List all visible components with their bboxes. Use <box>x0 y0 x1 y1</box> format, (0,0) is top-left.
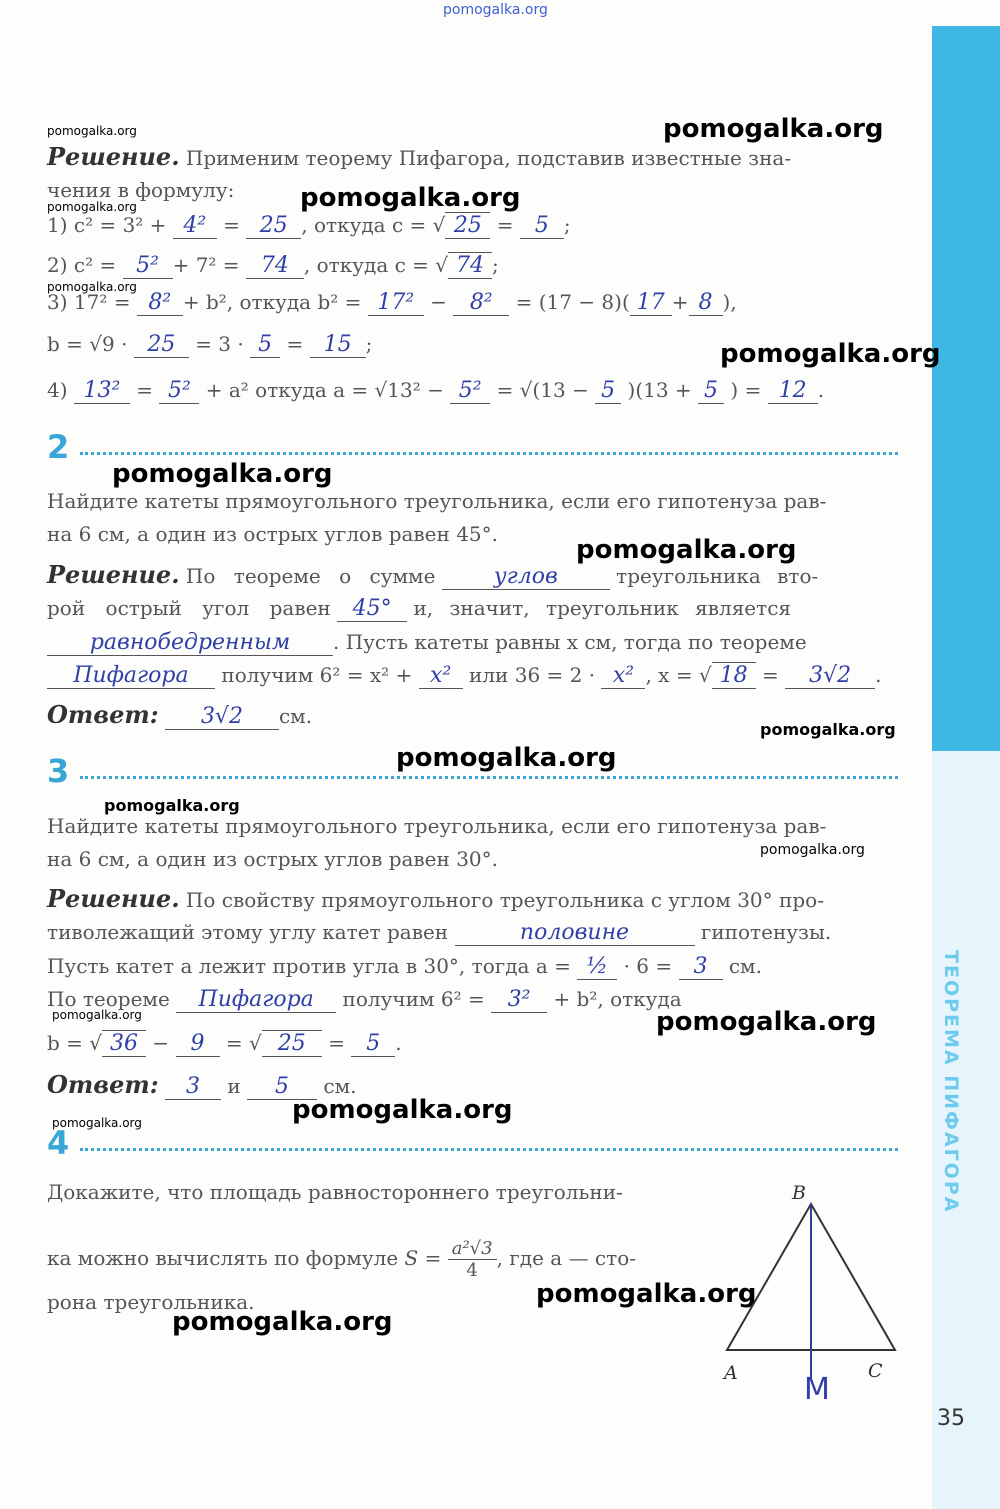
text: ; <box>365 332 373 356</box>
divider <box>80 1148 898 1151</box>
text: , где a — сто- <box>496 1246 636 1270</box>
answer-field[interactable]: 8 <box>689 290 723 316</box>
answer-field[interactable]: 8² <box>137 290 183 316</box>
text: ; <box>492 253 499 277</box>
text: см. <box>728 954 762 978</box>
text: = <box>496 213 514 237</box>
text: и <box>227 1074 241 1098</box>
text: b = √ <box>47 1031 103 1055</box>
answer-field[interactable]: 5² <box>450 378 490 404</box>
answer-field[interactable]: 5 <box>520 213 564 239</box>
task4-line3: рона треугольника. <box>47 1290 255 1314</box>
text: и, значит, треугольник является <box>413 596 792 620</box>
answer-field[interactable]: 18 <box>712 662 756 689</box>
answer-field[interactable]: Пифагора <box>47 663 215 689</box>
answer-field[interactable]: 25 <box>134 332 189 358</box>
divider <box>80 452 898 455</box>
task3-solution-line5 <box>47 1030 402 1057</box>
text: + <box>671 290 689 314</box>
watermark: pomogalka.org <box>536 1279 757 1309</box>
text: 2) c² = <box>47 253 117 277</box>
text: 4) <box>47 378 68 402</box>
answer-field[interactable]: Пифагора <box>176 987 336 1013</box>
text: ; <box>563 213 571 237</box>
answer-field[interactable]: 36 <box>102 1030 146 1057</box>
text: · 6 = <box>623 954 673 978</box>
text: b = √9 · <box>47 332 128 356</box>
answer-field[interactable]: 8² <box>453 290 509 316</box>
text: = 3 · <box>195 332 244 356</box>
text: = √ <box>225 1031 262 1055</box>
text: По теореме <box>47 987 170 1011</box>
task3-solution-line3 <box>47 954 762 980</box>
divider <box>80 776 898 779</box>
task1-intro-line2: чения в формулу: <box>47 178 235 202</box>
text: ), <box>722 290 737 314</box>
answer-field[interactable]: 5 <box>698 378 724 404</box>
task-number: 4 <box>47 1124 70 1162</box>
text: , откуда c = √ <box>301 213 446 237</box>
text: = <box>223 213 240 237</box>
watermark: pomogalka.org <box>52 1008 142 1022</box>
answer-field[interactable]: x² <box>419 663 463 689</box>
task-number: 2 <box>47 428 70 466</box>
task3-answer-line <box>47 1070 357 1100</box>
answer-field[interactable]: 3 <box>679 954 723 980</box>
text: Применим теорему Пифагора, подставив известные зна- <box>185 146 792 170</box>
solution-label: Решение. <box>47 884 180 913</box>
text: = <box>286 332 304 356</box>
text: По теореме о сумме <box>185 564 436 588</box>
task2-solution-line3 <box>47 630 807 656</box>
vertex-label-c: C <box>868 1360 883 1382</box>
text: = √(13 − <box>496 378 589 402</box>
answer-field[interactable]: 12 <box>768 378 818 404</box>
answer-field[interactable]: ½ <box>577 954 617 980</box>
task1-line4 <box>47 332 372 358</box>
task2-solution-line2 <box>47 596 791 622</box>
answer-field[interactable]: 5² <box>159 378 199 404</box>
answer-field[interactable]: 5 <box>247 1074 317 1100</box>
task4-line1: Докажите, что площадь равностороннего треугольни- <box>47 1180 623 1204</box>
answer-label: Ответ: <box>47 1070 159 1099</box>
answer-field[interactable]: 3√2 <box>165 704 279 730</box>
text: , откуда c = √ <box>303 253 449 277</box>
sidebar-title: ТЕОРЕМА ПИФАГОРА <box>940 950 962 1214</box>
text: рой острый угол равен <box>47 596 331 620</box>
watermark: pomogalka.org <box>172 1307 393 1337</box>
answer-field[interactable]: 25 <box>262 1030 322 1057</box>
answer-field[interactable]: 15 <box>310 332 366 358</box>
answer-field[interactable]: x² <box>601 663 645 689</box>
task1-intro-line1 <box>47 142 791 171</box>
text: = <box>136 378 154 402</box>
answer-field[interactable]: 74 <box>246 253 304 279</box>
watermark: pomogalka.org <box>52 1116 142 1130</box>
text: = <box>762 663 779 687</box>
answer-label: Ответ: <box>47 700 159 729</box>
watermark: pomogalka.org <box>47 280 137 294</box>
answer-field[interactable]: 17 <box>630 290 672 316</box>
watermark: pomogalka.org <box>576 535 797 565</box>
page-number: 35 <box>937 1406 965 1431</box>
fraction-numerator: a²√3 <box>448 1238 497 1260</box>
answer-field[interactable]: равнобедренным <box>47 630 333 656</box>
text: или 36 = 2 · <box>469 663 596 687</box>
point-label-m: M <box>804 1372 830 1407</box>
task2-solution-line4 <box>47 662 882 689</box>
text: см. <box>278 704 313 728</box>
answer-field[interactable]: 45° <box>337 596 407 622</box>
task3-solution-line1 <box>47 884 824 913</box>
answer-field[interactable]: 25 <box>246 213 301 239</box>
watermark: pomogalka.org <box>104 796 240 815</box>
text: 1) c² = 3² + <box>47 213 167 237</box>
watermark: pomogalka.org <box>292 1095 513 1125</box>
answer-field[interactable]: 3√2 <box>785 663 875 689</box>
text: Пусть катет a лежит против угла в 30°, тогда a = <box>47 954 571 978</box>
text: см. <box>323 1074 357 1098</box>
task2-question-line2: на 6 см, а один из острых углов равен 45°. <box>47 522 499 546</box>
vertex-label-b: B <box>792 1182 806 1204</box>
watermark: pomogalka.org <box>47 124 137 138</box>
answer-field[interactable]: 5 <box>595 378 621 404</box>
watermark: pomogalka.org <box>663 114 884 144</box>
watermark: pomogalka.org <box>760 720 896 739</box>
text: + a² откуда a = √13² − <box>205 378 444 402</box>
vertex-label-a: A <box>724 1362 738 1384</box>
task3-question-line2: на 6 см, а один из острых углов равен 30°. <box>47 847 499 871</box>
text: получим 6² = <box>342 987 485 1011</box>
text: . Пусть катеты равны x см, тогда по теореме <box>333 630 807 654</box>
text: . <box>395 1031 402 1055</box>
header-link[interactable]: pomogalka.org <box>443 2 548 18</box>
answer-field[interactable]: 5² <box>123 253 173 279</box>
task1-line3 <box>47 290 737 316</box>
text: − <box>152 1031 170 1055</box>
answer-field[interactable]: 5 <box>250 332 280 358</box>
text: ) = <box>730 378 762 402</box>
watermark: pomogalka.org <box>47 200 137 214</box>
answer-field[interactable]: 4² <box>173 213 217 239</box>
answer-field[interactable]: 3 <box>165 1074 221 1100</box>
task1-line2 <box>47 252 499 279</box>
task1-line5 <box>47 378 824 404</box>
task-number: 3 <box>47 752 70 790</box>
sidebar-band <box>932 26 1000 751</box>
task3-solution-line2 <box>47 920 831 946</box>
task3-solution-line4 <box>47 987 682 1013</box>
text: 3) 17² = <box>47 290 131 314</box>
text: + b², откуда b² = <box>182 290 362 314</box>
text: треугольника вто- <box>616 564 819 588</box>
task2-question-line1: Найдите катеты прямоугольного треугольника, если его гипотенуза рав- <box>47 489 827 513</box>
formula-fraction <box>448 1238 497 1281</box>
watermark: pomogalka.org <box>656 1007 877 1037</box>
text: + 7² = <box>172 253 240 277</box>
answer-field[interactable]: 13² <box>74 378 130 404</box>
watermark: pomogalka.org <box>112 459 333 489</box>
answer-field[interactable]: 3² <box>491 987 547 1013</box>
task4-line2 <box>47 1238 636 1281</box>
text: = <box>328 1031 345 1055</box>
text: = (17 − 8)( <box>515 290 630 314</box>
solution-label: Решение. <box>47 560 180 589</box>
watermark: pomogalka.org <box>300 183 521 213</box>
text: )(13 + <box>627 378 692 402</box>
answer-field[interactable]: 5 <box>351 1031 395 1057</box>
answer-field[interactable]: 17² <box>368 290 424 316</box>
task3-question-line1: Найдите катеты прямоугольного треугольника, если его гипотенуза рав- <box>47 814 827 838</box>
answer-field[interactable]: 9 <box>176 1031 220 1057</box>
task2-solution-line1 <box>47 560 818 590</box>
answer-field[interactable]: углов <box>442 564 610 590</box>
text: получим 6² = x² + <box>221 663 413 687</box>
answer-field[interactable]: 74 <box>448 252 492 279</box>
text: гипотенузы. <box>700 920 832 944</box>
task1-line1 <box>47 212 571 239</box>
solution-label: Решение. <box>47 142 180 171</box>
answer-field[interactable]: половине <box>455 920 695 946</box>
text: − <box>430 290 447 314</box>
text: ка можно вычислять по формуле <box>47 1246 399 1270</box>
watermark: pomogalka.org <box>760 842 865 858</box>
text: . <box>817 378 825 402</box>
fraction-denominator: 4 <box>466 1260 478 1281</box>
text: тиволежащий этому углу катет равен <box>47 920 449 944</box>
text: . <box>875 663 882 687</box>
task2-answer-line <box>47 700 312 730</box>
answer-field[interactable]: 25 <box>445 212 490 239</box>
text: По свойству прямоугольного треугольника с углом 30° про- <box>185 888 824 912</box>
text: , x = √ <box>645 663 712 687</box>
watermark: pomogalka.org <box>720 339 941 369</box>
formula-s: S = <box>404 1246 442 1270</box>
watermark: pomogalka.org <box>396 743 617 773</box>
text: + b², откуда <box>553 987 682 1011</box>
